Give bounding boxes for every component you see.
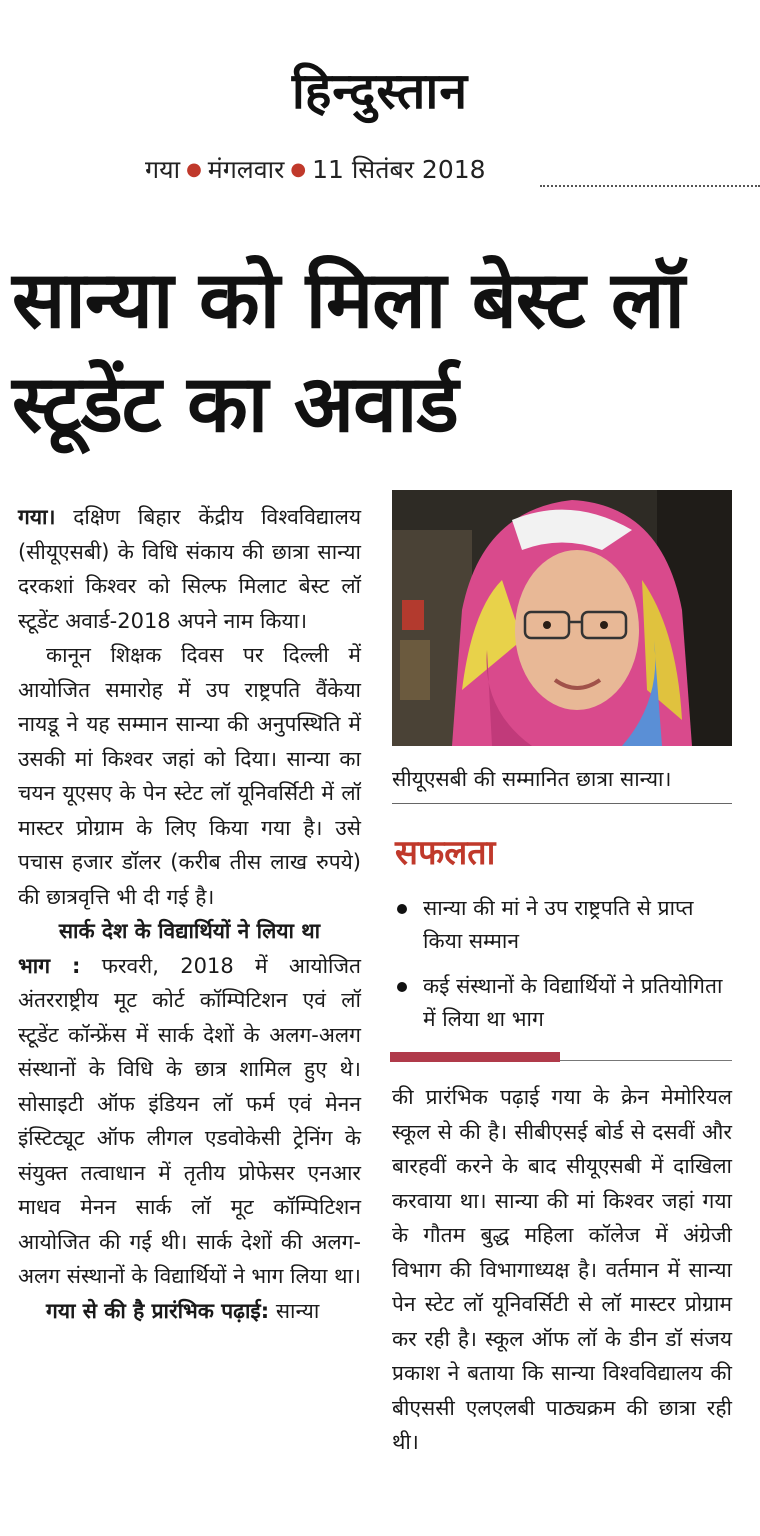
subhead-early-education: गया से की है प्रारंभिक पढ़ाई: — [46, 1298, 270, 1323]
article-para-3: भाग : फरवरी, 2018 में आयोजित अंतरराष्ट्रीय मूट कोर्ट कॉम्पिटिशन एवं लॉ स्टूडेंट कॉन्फ्रेंस में सार्क देशों के अलग-अलग संस्थानों के विधि के छात्र शामिल हुए थे। सोसाइटी ऑफ इंडियन लॉ फर्म एवं मेनन इंस्टिट्यूट ऑफ लीगल एडवोकेसी ट्रेनिंग के संयुक्त तत्वाधान में तृतीय प्रोफेसर एनआर माधव मेनन सार्क लॉ मूट कॉम्पिटिशन आयोजित की गई थी। सार्क देशों की अलग-अलग संस्थानों के विद्यार्थियों ने भाग लिया था। — [18, 953, 361, 1288]
headline — [12, 248, 752, 456]
masthead — [0, 55, 760, 123]
article-para-2: कानून शिक्षक दिवस पर दिल्ली में आयोजित समारोह में उप राष्ट्रपति वैंकेया नायडू ने यह सम्मान सान्या की अनुपस्थिति में उसकी मां किश्वर जहां को दिया। सान्या का चयन यूएसए के पेन स्टेट लॉ यूनिवर्सिटी में लॉ मास्टर प्रोग्राम के लिए किया गया है। उसे पचास हजार डॉलर (करीब तीस लाख रुपये) की छात्रवृत्ति भी दी गई है। — [18, 643, 361, 909]
bullet-dot-icon: ● — [290, 159, 307, 180]
bullet-dot-icon: ● — [186, 159, 202, 180]
article-dateline: गया। — [18, 505, 56, 529]
article-para-4-continued: की प्रारंभिक पढ़ाई गया के क्रेन मेमोरियल स्कूल से की है। सीबीएसई बोर्ड से दसवीं और बारहवीं करने के बाद सीयूएसबी में दाखिला करवाया था। सान्या की मां किश्वर जहां गया के गौतम बुद्ध महिला कॉलेज में अंग्रेजी विभाग की विभागाध्यक्ष है। वर्तमान में सान्या पेन स्टेट लॉ यूनिवर्सिटी से लॉ मास्टर प्रोग्राम कर रही है। स्कूल ऑफ लॉ के डीन डॉ संजय प्रकाश ने बताया कि सान्या विश्वविद्यालय की बीएससी एलएलबी पाठ्यक्रम की छात्रा रही थी। — [392, 1085, 732, 1454]
student-photo — [392, 490, 732, 746]
dateline — [145, 152, 486, 186]
portrait-illustration — [392, 490, 732, 746]
article-column-right — [392, 1080, 732, 1460]
accent-bar — [390, 1052, 560, 1062]
highlight-item: सान्या की मां ने उप राष्ट्रपति से प्राप्त किया सम्मान — [395, 892, 735, 958]
article-para-4-start: गया से की है प्रारंभिक पढ़ाई: सान्या — [46, 1298, 320, 1323]
edition-day: मंगलवार — [207, 155, 285, 184]
subhead-saarc-end: भाग : — [18, 953, 81, 978]
highlight-item: कई संस्थानों के विद्यार्थियों ने प्रतियोगिता में लिया था भाग — [395, 970, 735, 1036]
highlights-list — [395, 892, 735, 1048]
subhead-saarc: सार्क देश के विद्यार्थियों ने लिया था — [58, 919, 321, 943]
newspaper-logo: हिन्दुस्तान — [291, 61, 469, 120]
divider — [560, 1060, 732, 1061]
headline-line-2: स्टूडेंट का अवार्ड — [12, 358, 458, 450]
edition-date: 11 सितंबर 2018 — [312, 155, 486, 184]
highlights-title: सफलता — [395, 833, 496, 873]
article-column-left — [18, 500, 361, 1328]
edition-city: गया — [145, 155, 181, 184]
headline-line-1: सान्या को मिला बेस्ट लॉ — [12, 254, 685, 346]
divider — [392, 803, 732, 804]
photo-caption: सीयूएसबी की सम्मानित छात्रा सान्या। — [392, 767, 672, 791]
dotted-divider — [540, 185, 760, 187]
article-para-1: गया। दक्षिण बिहार केंद्रीय विश्वविद्यालय (सीयूएसबी) के विधि संकाय की छात्रा सान्या दरकशां किश्वर को सिल्फ मिलाट बेस्ट लॉ स्टूडेंट अवार्ड-2018 अपने नाम किया। — [18, 505, 361, 633]
